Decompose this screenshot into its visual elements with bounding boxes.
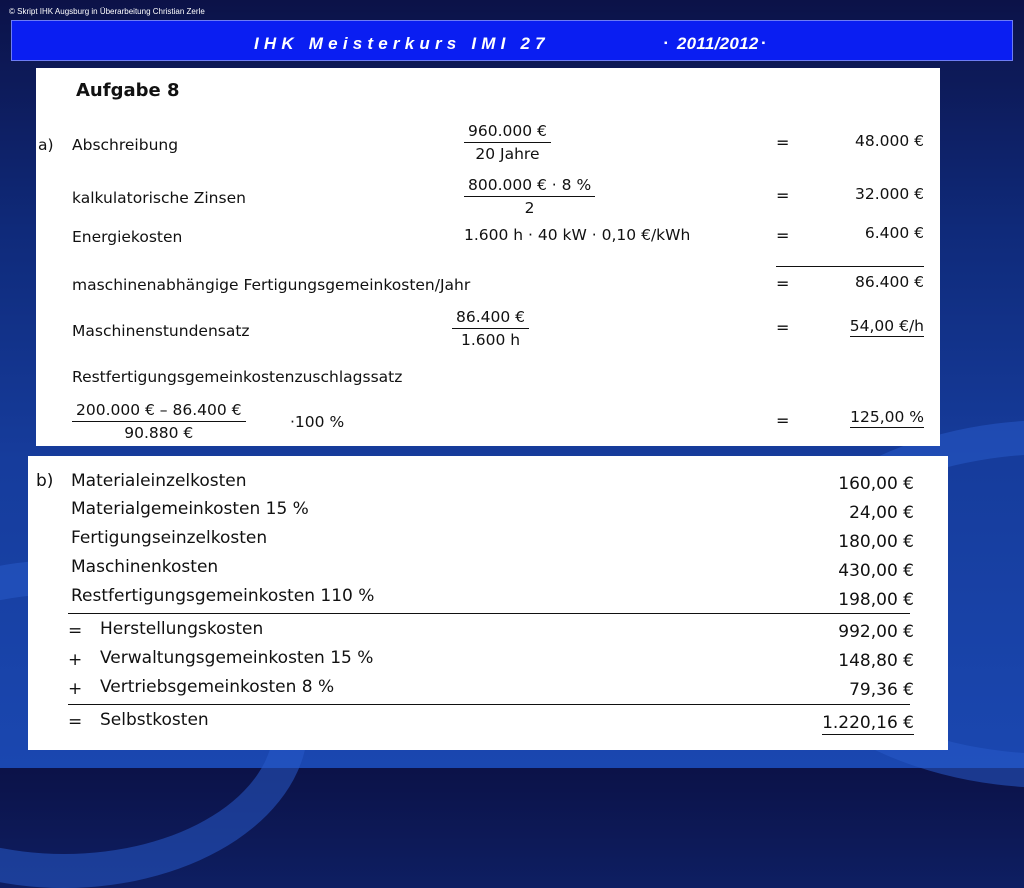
fraction-denominator: 90.880 € [124, 424, 194, 442]
calc-row-label: Herstellungskosten [100, 619, 264, 639]
solution-part-a [36, 68, 940, 446]
rfgk-value-underlined: 125,00 % [850, 408, 924, 426]
course-year [664, 34, 766, 54]
mfgk-value: 86.400 € [854, 273, 924, 291]
mss-value [850, 317, 924, 335]
abschreibung-label: Abschreibung [72, 136, 179, 154]
calc-row-label: Materialgemeinkosten 15 % [71, 499, 309, 519]
bullet-icon: ▪ [664, 38, 668, 49]
mss-label: Maschinenstundensatz [72, 322, 250, 340]
abschreibung-value: 48.000 € [854, 132, 924, 150]
bullet-icon: ▪ [761, 38, 766, 49]
fraction-numerator: 960.000 € [464, 122, 551, 143]
mss-value-underlined: 54,00 €/h [849, 317, 924, 335]
equals-sign: = [776, 186, 790, 205]
total-line [68, 704, 910, 705]
calc-row-value: 198,00 € [838, 590, 914, 610]
calc-row-value: 160,00 € [838, 474, 914, 494]
equals-sign: = [776, 318, 790, 337]
fraction-numerator: 200.000 € – 86.400 € [72, 401, 246, 422]
fraction-denominator: 2 [524, 199, 535, 217]
rfgk-fraction [72, 401, 246, 442]
energie-label: Energiekosten [72, 228, 183, 246]
selbstkosten-value-underlined: 1.220,16 € [822, 713, 914, 733]
equals-sign: = [776, 133, 790, 152]
solution-part-b [28, 456, 948, 750]
year-label: 2011/2012 [676, 34, 759, 53]
row-operator: = [68, 712, 83, 732]
fraction-numerator: 86.400 € [452, 308, 529, 329]
course-title: IHK Meisterkurs IMI 27 [254, 34, 550, 53]
abschreibung-fraction [464, 122, 551, 163]
task-heading: Aufgabe 8 [76, 80, 180, 101]
calc-row-label: Maschinenkosten [71, 557, 219, 577]
calc-row-label: Vertriebsgemeinkosten 8 % [100, 677, 335, 697]
fraction-numerator: 800.000 € · 8 % [464, 176, 595, 197]
energie-formula: 1.600 h · 40 kW · 0,10 €/kWh [464, 226, 691, 244]
calc-row-value [822, 713, 914, 733]
zinsen-label: kalkulatorische Zinsen [72, 189, 246, 207]
calc-row-label: Selbstkosten [100, 710, 209, 730]
equals-sign: = [776, 411, 790, 430]
calc-row-label: Fertigungseinzelkosten [71, 528, 268, 548]
zinsen-fraction [464, 176, 595, 217]
calc-row-label: Materialeinzelkosten [71, 471, 247, 491]
rfgk-value [850, 408, 924, 426]
mss-fraction [452, 308, 529, 349]
equals-sign: = [776, 226, 790, 245]
copyright-notice: © Skript IHK Augsburg in Überarbeitung Christian Zerle [9, 7, 205, 16]
calc-row-value: 180,00 € [838, 532, 914, 552]
energie-value: 6.400 € [864, 224, 924, 242]
calc-row-value: 992,00 € [838, 622, 914, 642]
title-banner [11, 20, 1013, 61]
rfgk-multiplier: ·100 % [290, 413, 345, 431]
zinsen-value: 32.000 € [854, 185, 924, 203]
calc-row-value: 24,00 € [849, 503, 914, 523]
part-b-marker: b) [36, 471, 54, 491]
fraction-denominator: 20 Jahre [475, 145, 540, 163]
rfgk-label: Restfertigungsgemeinkostenzuschlagssatz [72, 368, 403, 386]
calc-row-value: 148,80 € [838, 651, 914, 671]
part-a-marker: a) [38, 136, 54, 154]
fraction-denominator: 1.600 h [460, 331, 521, 349]
calc-row-value: 79,36 € [849, 680, 914, 700]
equals-sign: = [776, 274, 790, 293]
calc-row-label: Restfertigungsgemeinkosten 110 % [71, 586, 375, 606]
calc-row-value: 430,00 € [838, 561, 914, 581]
row-operator: + [68, 650, 83, 670]
subtotal-line [68, 613, 910, 614]
calc-row-label: Verwaltungsgemeinkosten 15 % [100, 648, 374, 668]
row-operator: = [68, 621, 83, 641]
row-operator: + [68, 679, 83, 699]
mfgk-label: maschinenabhängige Fertigungsgemeinkosten/Jahr [72, 276, 471, 294]
sum-line [776, 266, 924, 267]
